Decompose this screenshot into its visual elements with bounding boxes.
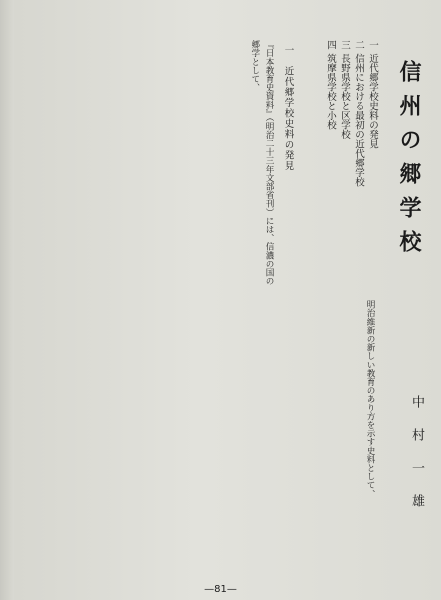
page-number: —81— [204,584,237,595]
toc-number: 二 [353,40,364,50]
lower-body-text: 明治維新の新しい教育のあり方を示す史料として、 [365,300,375,498]
toc-text: 信州における最初の近代郷学校 [353,53,364,187]
toc-text: 近代郷学校史料の発見 [367,53,378,149]
section-heading: 一 近代郷学校史料の発見 [282,45,294,171]
toc-text: 筑摩県学校と小校 [325,53,336,130]
author-name: 中村一雄 [409,395,424,527]
toc-number: 一 [367,40,378,50]
upper-body-text: 『日本教育史資料』（明治二十三年文部省刊）には、信濃の国の郷学として、 [249,40,274,286]
toc-number: 四 [325,40,336,50]
page-binding-edge [0,0,14,600]
toc-text: 長野県学校と区学校 [339,53,350,139]
article-title: 信州の郷学校 [396,60,422,264]
divider [18,295,423,296]
toc-number: 三 [339,40,350,50]
